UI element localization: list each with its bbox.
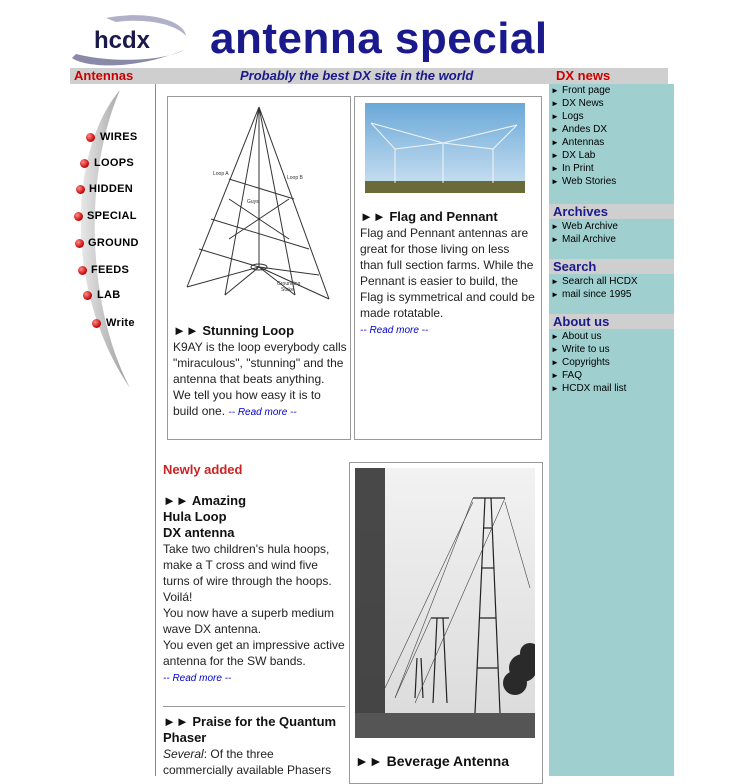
article-beverage <box>349 462 543 784</box>
tagline: Probably the best DX site in the world <box>240 68 474 83</box>
search-heading: Search <box>549 259 674 274</box>
article-lead: Several <box>163 747 204 761</box>
svg-text:Loop B: Loop B <box>287 175 303 181</box>
article-title[interactable]: Hula Loop <box>163 509 227 524</box>
section-label: Antennas <box>74 68 134 83</box>
archives-heading: Archives <box>549 204 674 219</box>
nav-special[interactable]: SPECIAL <box>87 210 137 222</box>
article-body: Take two children's hula hoops, make a T cross and wind five turns of wire through the hoops. Voilá! <box>163 542 332 604</box>
k9ay-loop-diagram <box>169 99 349 321</box>
article-body: You even get an impressive active antenna for the SW bands. <box>163 638 345 668</box>
svg-text:Stake: Stake <box>281 287 294 293</box>
sidebar-link-write-to-us[interactable]: ► Write to us <box>549 343 626 356</box>
article-title[interactable]: Flag and Pennant <box>389 209 498 224</box>
svg-text:Guys: Guys <box>247 199 259 205</box>
nav-hidden[interactable]: HIDDEN <box>89 183 133 195</box>
article-body: Flag and Pennant antennas are great for those living on less than full section farms. While the Pennant is easier to build, the Flag is symmetrical and could be made rotatable. <box>360 226 535 320</box>
sidebar-link-dx-news[interactable]: ► DX News <box>549 97 616 110</box>
arrow-icon: ►► <box>163 493 192 508</box>
article-title[interactable]: DX antenna <box>163 525 235 540</box>
nav-bullet-icon <box>75 239 84 248</box>
sidebar-link-andes-dx[interactable]: ► Andes DX <box>549 123 616 136</box>
article-flag-pennant <box>354 96 542 440</box>
sidebar-link-antennas[interactable]: ► Antennas <box>549 136 616 149</box>
article-title[interactable]: Praise for the Quantum Phaser <box>163 714 337 745</box>
sidebar-link-faq[interactable]: ► FAQ <box>549 369 626 382</box>
dx-news-label: DX news <box>556 68 611 83</box>
article-hula-loop <box>163 493 345 687</box>
svg-text:Grounding: Grounding <box>277 281 301 287</box>
flag-antenna-photo <box>365 103 525 193</box>
sidebar-link-dx-lab[interactable]: ► DX Lab <box>549 149 616 162</box>
nav-write[interactable]: Write <box>106 317 135 329</box>
nav-bullet-icon <box>86 133 95 142</box>
top-bar <box>70 68 668 84</box>
sidebar-link-mail-list[interactable]: ► HCDX mail list <box>549 382 626 395</box>
read-more-link[interactable]: -- Read more -- <box>163 673 232 684</box>
search-list <box>549 275 638 301</box>
nav-bullet-icon <box>80 159 89 168</box>
sidebar-link-about-us[interactable]: ► About us <box>549 330 626 343</box>
sidebar-link-search-all[interactable]: ► Search all HCDX <box>549 275 638 288</box>
sidebar-link-logs[interactable]: ► Logs <box>549 110 616 123</box>
sidebar-link-mail-archive[interactable]: ► Mail Archive <box>549 233 618 246</box>
about-list <box>549 330 626 395</box>
sidebar-link-web-archive[interactable]: ► Web Archive <box>549 220 618 233</box>
nav-bullet-icon <box>83 291 92 300</box>
arrow-icon: ►► <box>163 714 193 729</box>
sidebar-link-mail-since[interactable]: ► mail since 1995 <box>549 288 638 301</box>
article-title[interactable]: Stunning Loop <box>202 323 295 338</box>
nav-bullet-icon <box>78 266 87 275</box>
sidebar-link-in-print[interactable]: ► In Print <box>549 162 616 175</box>
article-body: : Of the three commercially available Phasers <box>163 747 332 777</box>
read-more-link[interactable]: -- Read more -- <box>228 407 297 418</box>
nav-loops[interactable]: LOOPS <box>94 157 135 169</box>
read-more-link[interactable]: -- Read more -- <box>360 325 429 336</box>
sidebar-link-copyrights[interactable]: ► Copyrights <box>549 356 626 369</box>
beverage-antenna-photo <box>355 468 535 738</box>
dx-news-list <box>549 84 616 188</box>
nav-bullet-icon <box>92 319 101 328</box>
about-heading: About us <box>549 314 674 329</box>
article-divider <box>163 706 345 707</box>
logo-text: hcdx <box>94 27 151 54</box>
nav-feeds[interactable]: FEEDS <box>91 264 130 276</box>
nav-lab[interactable]: LAB <box>97 289 121 301</box>
archives-list <box>549 220 618 246</box>
site-title: antenna special <box>210 14 548 63</box>
column-divider <box>155 84 156 776</box>
sidebar-link-web-stories[interactable]: ► Web Stories <box>549 175 616 188</box>
article-stunning-loop <box>167 96 351 440</box>
article-quantum-phaser <box>163 714 345 778</box>
arrow-icon: ►► <box>355 753 387 769</box>
newly-added-heading: Newly added <box>163 462 243 477</box>
site-logo[interactable] <box>66 10 192 70</box>
arrow-icon: ►► <box>173 323 203 338</box>
article-body: We tell you how easy it is to build one. <box>173 388 321 418</box>
article-title[interactable]: Beverage Antenna <box>386 753 510 769</box>
nav-ground[interactable]: GROUND <box>88 237 139 249</box>
nav-bullet-icon <box>74 212 83 221</box>
right-sidebar <box>549 84 674 776</box>
svg-text:Loop A: Loop A <box>213 171 229 177</box>
article-body: K9AY is the loop everybody calls "miraculous", "stunning" and the antenna that beats anything. <box>173 340 347 386</box>
nav-wires[interactable]: WIRES <box>100 131 138 143</box>
arrow-icon: ►► <box>360 209 390 224</box>
sidebar-link-front-page[interactable]: ► Front page <box>549 84 616 97</box>
article-title[interactable]: Amazing <box>191 493 247 508</box>
nav-bullet-icon <box>76 185 85 194</box>
article-body: You now have a superb medium wave DX antenna. <box>163 606 334 636</box>
